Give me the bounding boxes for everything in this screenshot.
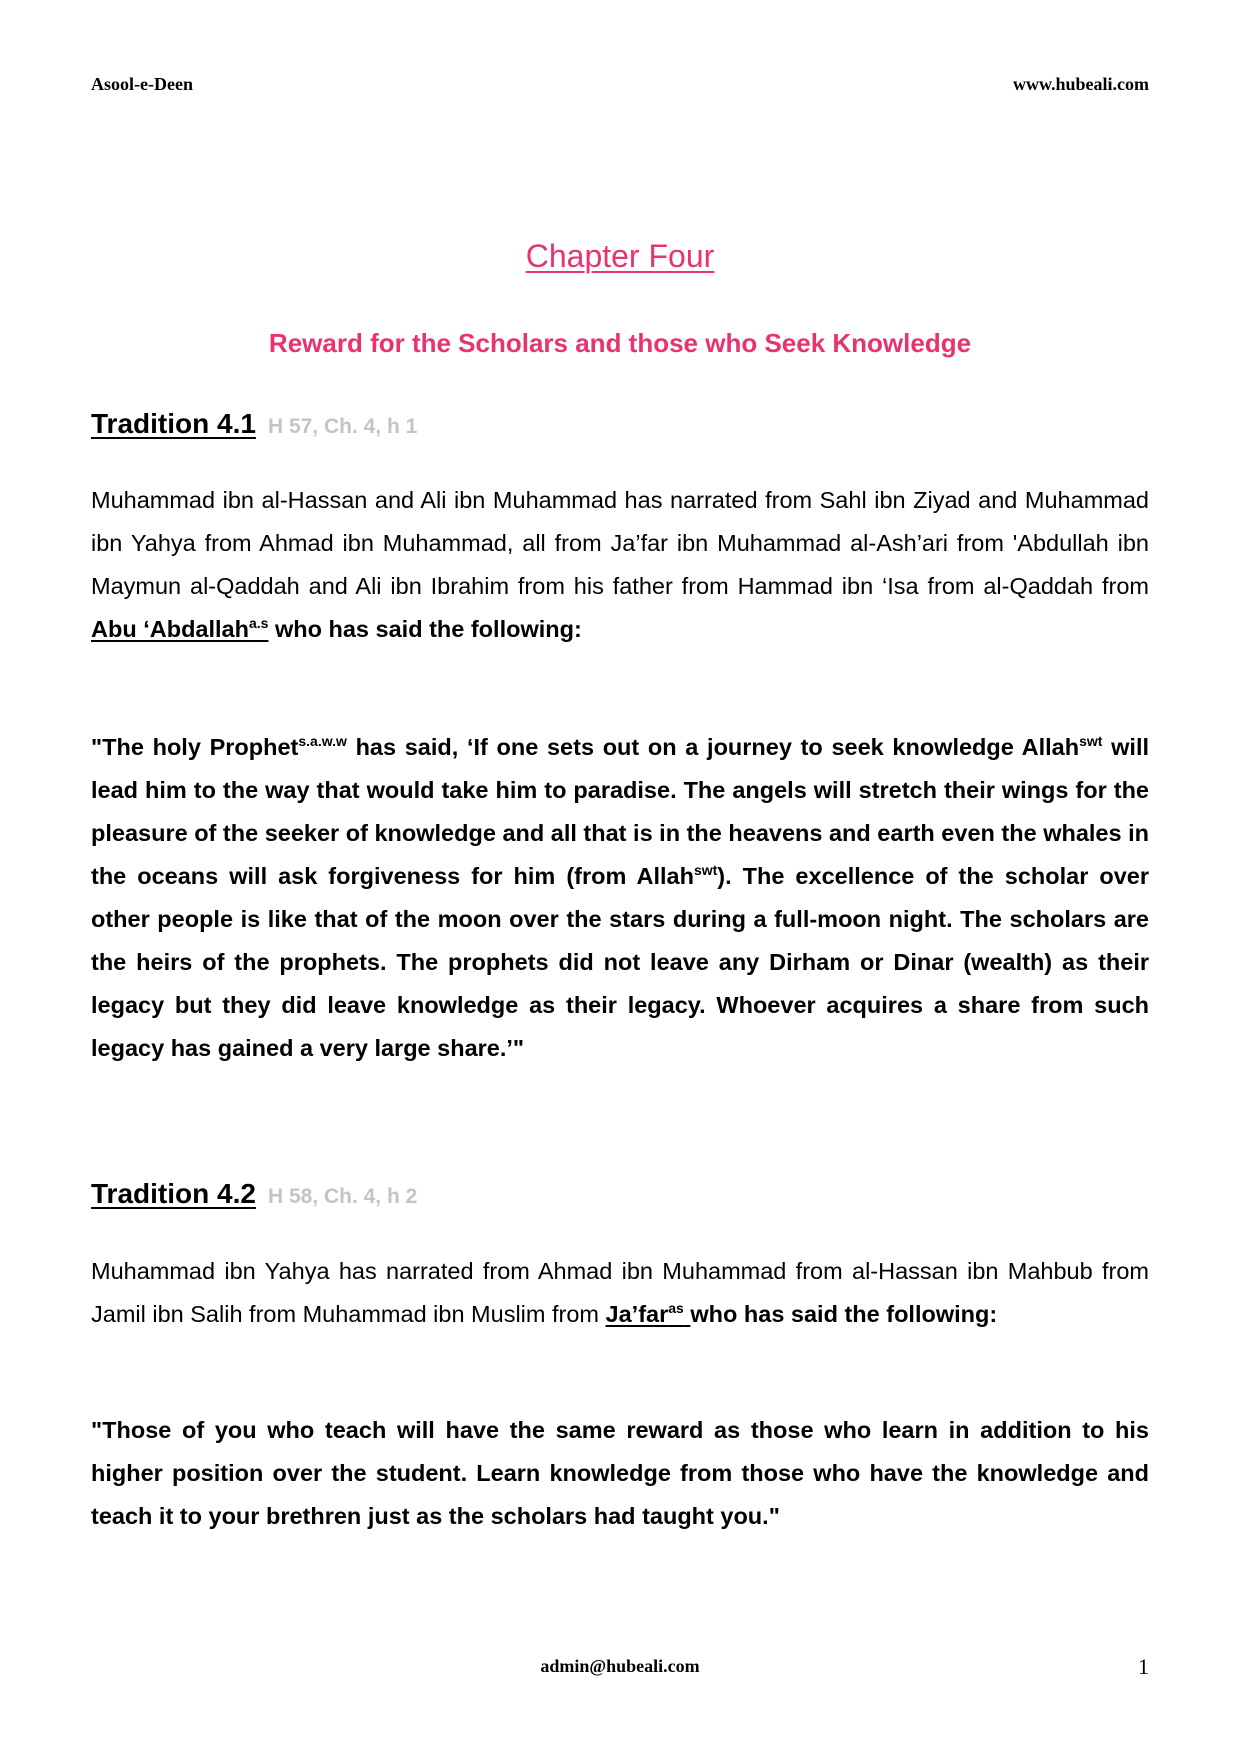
chain-text: Muhammad ibn al-Hassan and Ali ibn Muhammad has narrated from Sahl ibn Ziyad and Muhammad ibn Yahya from Ahmad ibn Muhammad, all from Ja’far ibn Muhammad al-Ash’ari from 'Abdullah ibn Maymun al-Qaddah and Ali ibn Ibrahim from his father from Hammad ibn ‘Isa from al-Qaddah from [91, 487, 1149, 599]
tradition-heading [91, 1178, 417, 1210]
honorific-superscript: swt [1079, 733, 1103, 750]
honorific-superscript: s.a.w.w [298, 733, 347, 750]
honorific-superscript: swt [693, 862, 718, 879]
honorific-superscript: as [668, 1300, 684, 1317]
chain-text: Muhammad ibn Yahya has narrated from Ahmad ibn Muhammad from al-Hassan ibn Mahbub from Jamil ibn Salih from Muhammad ibn Muslim from [91, 1258, 1149, 1327]
tradition-heading [91, 408, 417, 440]
tradition-reference: H 58, Ch. 4, h 2 [267, 1185, 418, 1208]
narration-chain [91, 479, 1149, 651]
header-website: www.hubeali.com [1012, 74, 1149, 94]
honorific-superscript: a.s [248, 615, 269, 632]
tradition-quote: "The holy Prophet$^{s.a.w.w}$ has said, ‘If one sets out on a journey to seek knowledge Allah$^{swt}$ will lead him to the way that would take him to paradise. The angels will stretch their wings for the pleasure of the seeker of knowledge and all that is in the heavens and earth even the whales in the oceans will ask forgiveness for him (from Allah$^{swt}$). The excellence of the scholar over other people is like that of the moon over the stars during a full-moon night. The scholars are the heirs of the prophets. The prophets did not leave any Dirham or Dinar (wealth) as their legacy but they did leave knowledge as their legacy. Whoever acquires a share from such legacy has gained a very large share.’" [91, 733, 1149, 1061]
narration-chain [91, 1250, 1149, 1336]
tradition-reference: H 57, Ch. 4, h 1 [267, 415, 418, 438]
header-book-title: Asool-e-Deen [91, 74, 193, 94]
imam-name: Abu ‘Abdallah$^{a.s}$ [91, 615, 269, 642]
chapter-title: Chapter Four [525, 238, 715, 274]
chapter-subtitle: Reward for the Scholars and those who Seek Knowledge [268, 328, 972, 358]
footer-email: admin@hubeali.com [540, 1656, 700, 1676]
chain-end: who has said the following: [268, 616, 582, 642]
chain-end: who has said the following: [690, 1301, 998, 1327]
tradition-quote: "Those of you who teach will have the same reward as those who learn in addition to his higher position over the student. Learn knowledge from those who have the knowledge and teach it to your brethren just as the scholars had taught you." [91, 1417, 1149, 1529]
page-number: 1 [1138, 1654, 1149, 1679]
tradition-title: Tradition 4.1 [91, 408, 256, 439]
imam-name: Ja’far$^{as}$ [605, 1300, 684, 1327]
tradition-title: Tradition 4.2 [91, 1178, 256, 1209]
